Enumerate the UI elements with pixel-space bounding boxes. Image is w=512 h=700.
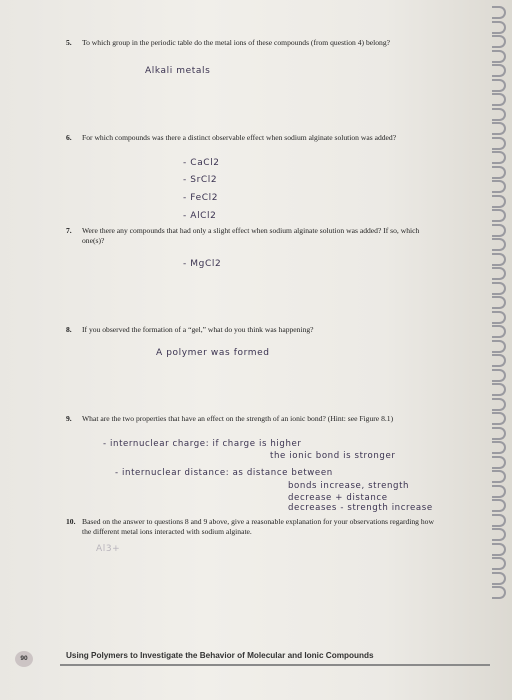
spiral-coil (492, 224, 506, 237)
answer-9-line-6: decreases - strength increase (288, 503, 433, 513)
answer-6-line-3: - FeCl2 (183, 193, 219, 203)
spiral-coil (492, 354, 506, 367)
spiral-coil (492, 195, 506, 208)
spiral-coil (492, 528, 506, 541)
footer-title: Using Polymers to Investigate the Behavior of Molecular and Ionic Compounds (66, 651, 374, 660)
spiral-coil (492, 209, 506, 222)
question-number: 9. (66, 414, 72, 423)
question-text: If you observed the formation of a “gel,” what do you think was happening? (82, 325, 314, 334)
answer-7: - MgCl2 (183, 259, 222, 269)
spiral-coil (492, 499, 506, 512)
spiral-coil (492, 253, 506, 266)
spiral-coil (492, 21, 506, 34)
spiral-coil (492, 427, 506, 440)
spiral-coil (492, 93, 506, 106)
spiral-coil (492, 50, 506, 63)
question-number: 7. (66, 226, 72, 235)
answer-8: A polymer was formed (156, 348, 270, 358)
spiral-coil (492, 456, 506, 469)
spiral-coil (492, 108, 506, 121)
spiral-coil (492, 296, 506, 309)
question-10 (66, 517, 442, 537)
spiral-coil (492, 282, 506, 295)
question-9 (66, 414, 442, 424)
spiral-binding (488, 0, 512, 700)
spiral-coil (492, 470, 506, 483)
answer-5: Alkali metals (145, 66, 211, 76)
spiral-coil (492, 485, 506, 498)
spiral-coil (492, 383, 506, 396)
spiral-coil (492, 6, 506, 19)
question-number: 6. (66, 133, 72, 142)
spiral-coil (492, 340, 506, 353)
question-number: 8. (66, 325, 72, 334)
question-7 (66, 226, 442, 246)
spiral-coil (492, 398, 506, 411)
question-number: 5. (66, 38, 72, 47)
question-text: Based on the answer to questions 8 and 9 above, give a reasonable explanation for your observations regarding how the different metal ions interacted with sodium alginate. (82, 517, 434, 536)
spiral-coil (492, 441, 506, 454)
spiral-coil (492, 151, 506, 164)
spiral-coil (492, 514, 506, 527)
question-8 (66, 325, 442, 335)
spiral-coil (492, 79, 506, 92)
question-text: What are the two properties that have an effect on the strength of an ionic bond? (Hint: see Figure 8.1) (82, 414, 394, 423)
answer-6-line-1: - CaCl2 (183, 158, 220, 168)
spiral-coil (492, 166, 506, 179)
spiral-coil (492, 122, 506, 135)
spiral-coil (492, 311, 506, 324)
spiral-coil (492, 325, 506, 338)
answer-6-line-4: - AlCl2 (183, 211, 217, 221)
spiral-coil (492, 369, 506, 382)
answer-9-line-5: decrease + distance (288, 493, 388, 503)
question-text: To which group in the periodic table do the metal ions of these compounds (from question 4) belong? (82, 38, 390, 47)
spiral-coil (492, 557, 506, 570)
spiral-coil (492, 267, 506, 280)
spiral-coil (492, 572, 506, 585)
question-6 (66, 133, 442, 143)
question-text: Were there any compounds that had only a slight effect when sodium alginate solution was added? If so, which one(s)? (82, 226, 420, 245)
spiral-coil (492, 180, 506, 193)
footer-rule (60, 664, 490, 666)
spiral-coil (492, 137, 506, 150)
question-number: 10. (66, 517, 76, 526)
question-text: For which compounds was there a distinct observable effect when sodium alginate solution was added? (82, 133, 397, 142)
answer-9-line-4: bonds increase, strength (288, 481, 410, 491)
spiral-coil (492, 238, 506, 251)
answer-10: Al3+ (96, 544, 121, 554)
spiral-coil (492, 412, 506, 425)
answer-9-line-3: - internuclear distance: as distance between (115, 468, 333, 478)
spiral-coil (492, 64, 506, 77)
spiral-coil (492, 586, 506, 599)
answer-6-line-2: - SrCl2 (183, 175, 218, 185)
answer-9-line-2: the ionic bond is stronger (270, 451, 396, 461)
spiral-coil (492, 35, 506, 48)
page-number: 90 (15, 651, 33, 667)
answer-9-line-1: - internuclear charge: if charge is higher (103, 439, 302, 449)
spiral-coil (492, 543, 506, 556)
question-5 (66, 38, 442, 48)
